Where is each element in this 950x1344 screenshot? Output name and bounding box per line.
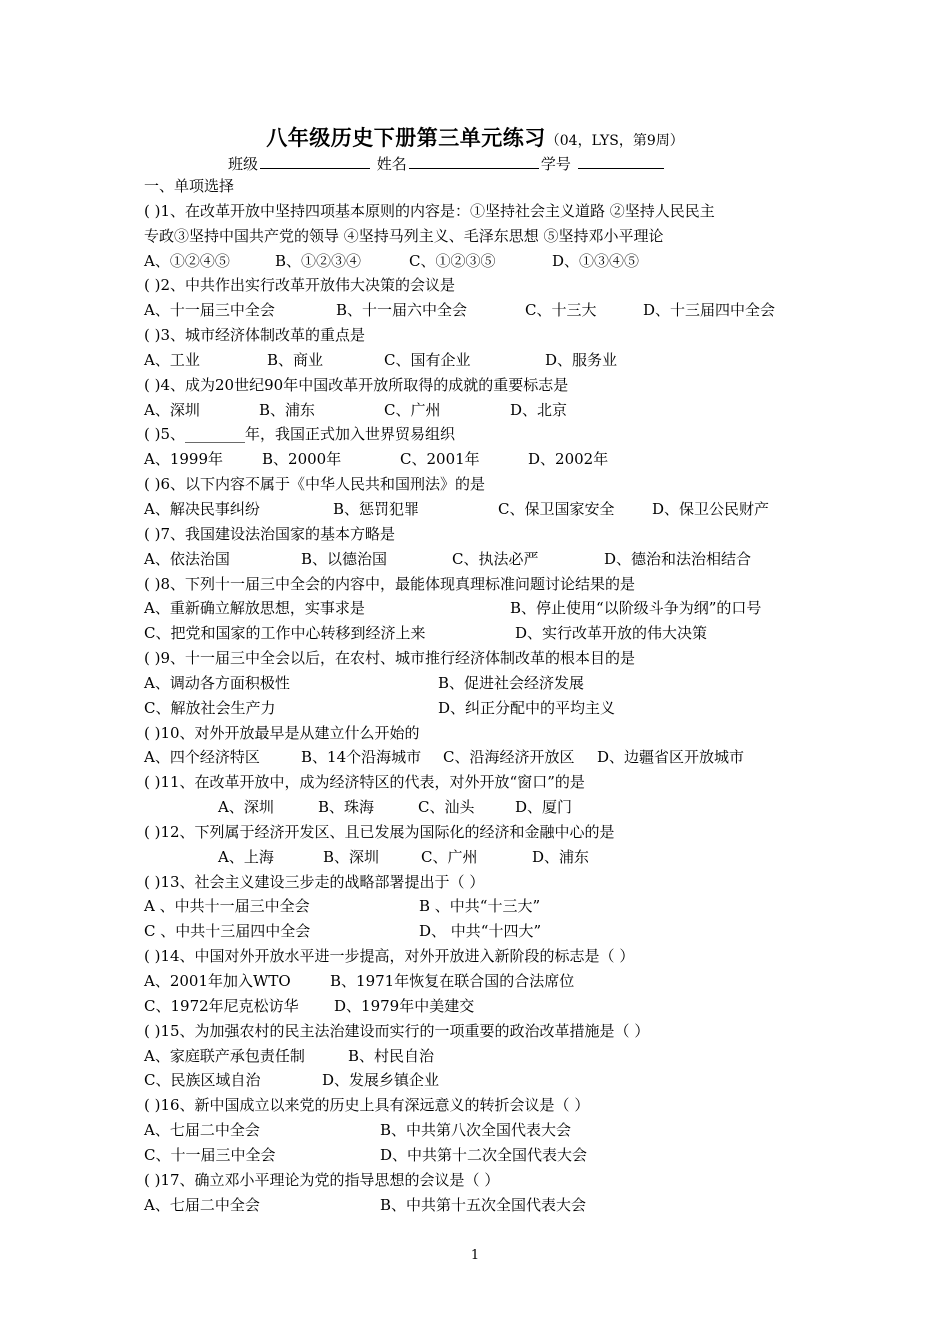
text-line <box>144 919 824 944</box>
option-text: B、珠海 <box>318 798 375 817</box>
line-text: ( )17、确立邓小平理论为党的指导思想的会议是（ ） <box>144 1170 500 1189</box>
text-line <box>144 522 824 547</box>
text-line <box>144 671 824 696</box>
option-text: A、深圳 <box>218 798 274 817</box>
option-text: D、北京 <box>510 400 568 419</box>
option-text: A、家庭联产承包责任制 <box>144 1046 305 1065</box>
text-line <box>144 745 824 770</box>
option-text: B、①②③④ <box>275 251 362 270</box>
option-text: D、十三届四中全会 <box>643 301 776 320</box>
line-text: ( )1、在改革开放中坚持四项基本原则的内容是：①坚持社会主义道路 ②坚持人民民主 <box>144 201 715 220</box>
option-text: D、保卫公民财产 <box>652 499 770 518</box>
line-text: ( )16、新中国成立以来党的历史上具有深远意义的转折会议是（ ） <box>144 1096 590 1115</box>
student-info-line <box>228 153 666 174</box>
text-line <box>144 323 824 348</box>
line-text: ( )13、社会主义建设三步走的战略部署提出于（ ） <box>144 872 485 891</box>
name-blank[interactable] <box>409 153 539 169</box>
option-text: D、实行改革开放的伟大决策 <box>515 624 708 643</box>
option-text: C、1972年尼克松访华 <box>144 996 299 1015</box>
option-text: A、①②④⑤ <box>144 251 230 270</box>
option-text: B、中共第八次全国代表大会 <box>380 1121 572 1140</box>
option-text: D、中共第十二次全国代表大会 <box>380 1145 588 1164</box>
class-blank[interactable] <box>260 153 370 169</box>
text-line <box>144 373 824 398</box>
text-line <box>144 621 824 646</box>
option-text: C、十三大 <box>525 301 597 320</box>
line-text: 专政③坚持中国共产党的领导 ④坚持马列主义、毛泽东思想 ⑤坚持邓小平理论 <box>144 226 664 245</box>
text-line <box>144 447 824 472</box>
option-text: D、发展乡镇企业 <box>322 1071 440 1090</box>
option-text: A、工业 <box>144 350 200 369</box>
option-text: D、服务业 <box>545 350 618 369</box>
line-text: ( )14、中国对外开放水平进一步提高，对外开放进入新阶段的标志是（ ） <box>144 947 635 966</box>
line-text: ( )10、对外开放最早是从建立什么开始的 <box>144 723 420 742</box>
option-text: B 、中共“十三大” <box>419 897 541 916</box>
text-line <box>144 944 824 969</box>
text-line <box>144 646 824 671</box>
option-text: C、保卫国家安全 <box>498 499 615 518</box>
text-line <box>144 1193 824 1218</box>
text-line <box>144 994 824 1019</box>
text-line <box>144 298 824 323</box>
option-text: A、七届二中全会 <box>144 1195 260 1214</box>
option-text: D、1979年中美建交 <box>334 996 475 1015</box>
option-text: C、民族区域自治 <box>144 1071 261 1090</box>
option-text: B、1971年恢复在联合国的合法席位 <box>330 972 575 990</box>
option-text: D、德治和法治相结合 <box>604 549 752 568</box>
option-text: B、村民自治 <box>348 1046 435 1065</box>
option-text: C 、中共十三届四中全会 <box>144 922 311 941</box>
line-text: ( )5、________年，我国正式加入世界贸易组织 <box>144 425 456 444</box>
option-text: C、解放社会生产力 <box>144 698 276 717</box>
text-line <box>144 249 824 274</box>
option-text: C、汕头 <box>418 798 475 817</box>
page-title: 八年级历史下册第三单元练习 <box>266 125 546 150</box>
line-text: ( )7、我国建设法治国家的基本方略是 <box>144 524 396 543</box>
option-text: B、停止使用“以阶级斗争为纲”的口号 <box>510 599 762 618</box>
line-text: ( )4、成为20世纪90年中国改革开放所取得的成就的重要标志是 <box>144 375 569 394</box>
question-list <box>144 174 824 1217</box>
option-text: C、沿海经济开放区 <box>443 748 575 767</box>
class-label: 班级 <box>228 155 259 173</box>
text-line <box>144 224 824 249</box>
line-text: ( )12、下列属于经济开发区、且已发展为国际化的经济和金融中心的是 <box>144 822 615 841</box>
option-text: D、浦东 <box>532 847 590 866</box>
option-text: C、①②③⑤ <box>409 251 496 270</box>
title-note: （04，LYS，第9周） <box>545 133 684 149</box>
option-text: C、广州 <box>421 847 478 866</box>
option-text: C、国有企业 <box>384 350 471 369</box>
option-text: A、重新确立解放思想，实事求是 <box>144 599 365 618</box>
line-text: ( )9、十一届三中全会以后，在农村、城市推行经济体制改革的根本目的是 <box>144 649 636 668</box>
option-text: D、①③④⑤ <box>552 251 640 270</box>
line-text: ( )6、以下内容不属于《中华人民共和国刑法》的是 <box>144 475 486 494</box>
option-text: B、浦东 <box>259 400 316 419</box>
text-line <box>144 870 824 895</box>
text-line <box>144 1044 824 1069</box>
text-line <box>144 696 824 721</box>
option-text: C、广州 <box>384 400 441 419</box>
option-text: C、把党和国家的工作中心转移到经济上来 <box>144 624 426 643</box>
option-text: A 、中共十一届三中全会 <box>144 897 310 916</box>
option-text: A、上海 <box>218 847 274 866</box>
name-label: 姓名 <box>376 155 407 173</box>
option-text: C、执法必严 <box>452 549 539 568</box>
line-text: ( )3、城市经济体制改革的重点是 <box>144 326 366 345</box>
text-line <box>144 894 824 919</box>
option-text: C、2001年 <box>400 450 480 469</box>
option-text: B、以德治国 <box>301 549 388 568</box>
text-line <box>144 174 824 199</box>
option-text: A、2001年加入WTO <box>144 972 291 990</box>
text-line <box>144 1093 824 1118</box>
text-line <box>144 596 824 621</box>
option-text: B、促进社会经济发展 <box>438 673 585 692</box>
option-text: B、14个沿海城市 <box>301 748 422 767</box>
option-text: B、商业 <box>267 350 324 369</box>
text-line <box>144 472 824 497</box>
text-line <box>144 1068 824 1093</box>
option-text: B、深圳 <box>323 847 380 866</box>
text-line <box>144 969 824 994</box>
text-line <box>144 1118 824 1143</box>
option-text: A、调动各方面积极性 <box>144 673 290 692</box>
option-text: D、 中共“十四大” <box>419 922 542 941</box>
option-text: A、深圳 <box>144 400 200 419</box>
option-text: D、纠正分配中的平均主义 <box>438 698 616 717</box>
id-label: 学号 <box>540 155 571 173</box>
line-text: ( )8、下列十一届三中全会的内容中，最能体现真理标准问题讨论结果的是 <box>144 574 636 593</box>
title-line <box>0 122 950 152</box>
option-text: C、十一届三中全会 <box>144 1145 276 1164</box>
option-text: A、1999年 <box>144 450 224 469</box>
line-text: ( )2、中共作出实行改革开放伟大决策的会议是 <box>144 276 456 295</box>
option-text: A、解决民事纠纷 <box>144 499 260 518</box>
text-line <box>144 348 824 373</box>
text-line <box>144 199 824 224</box>
id-blank[interactable] <box>578 153 664 169</box>
text-line <box>144 547 824 572</box>
line-text: ( )15、为加强农村的民主法治建设而实行的一项重要的政治改革措施是（ ） <box>144 1021 650 1040</box>
option-text: A、十一届三中全会 <box>144 301 275 320</box>
line-text: ( )11、在改革开放中，成为经济特区的代表，对外开放“窗口”的是 <box>144 773 585 792</box>
option-text: D、2002年 <box>528 450 609 469</box>
text-line <box>144 572 824 597</box>
line-text: 一、单项选择 <box>144 177 235 195</box>
option-text: A、七届二中全会 <box>144 1121 260 1140</box>
text-line <box>144 795 824 820</box>
page-number: 1 <box>470 1248 480 1263</box>
option-text: B、惩罚犯罪 <box>333 499 420 518</box>
text-line <box>144 422 824 447</box>
option-text: D、厦门 <box>515 798 573 817</box>
text-line <box>144 398 824 423</box>
text-line <box>144 820 824 845</box>
text-line <box>144 273 824 298</box>
option-text: A、四个经济特区 <box>144 748 260 767</box>
option-text: A、依法治国 <box>144 549 230 568</box>
text-line <box>144 1019 824 1044</box>
option-text: B、2000年 <box>262 450 342 469</box>
text-line <box>144 845 824 870</box>
text-line <box>144 1143 824 1168</box>
text-line <box>144 1168 824 1193</box>
option-text: B、中共第十五次全国代表大会 <box>380 1195 587 1214</box>
option-text: B、十一届六中全会 <box>336 301 468 320</box>
text-line <box>144 497 824 522</box>
text-line <box>144 770 824 795</box>
text-line <box>144 721 824 746</box>
option-text: D、边疆省区开放城市 <box>597 748 745 767</box>
